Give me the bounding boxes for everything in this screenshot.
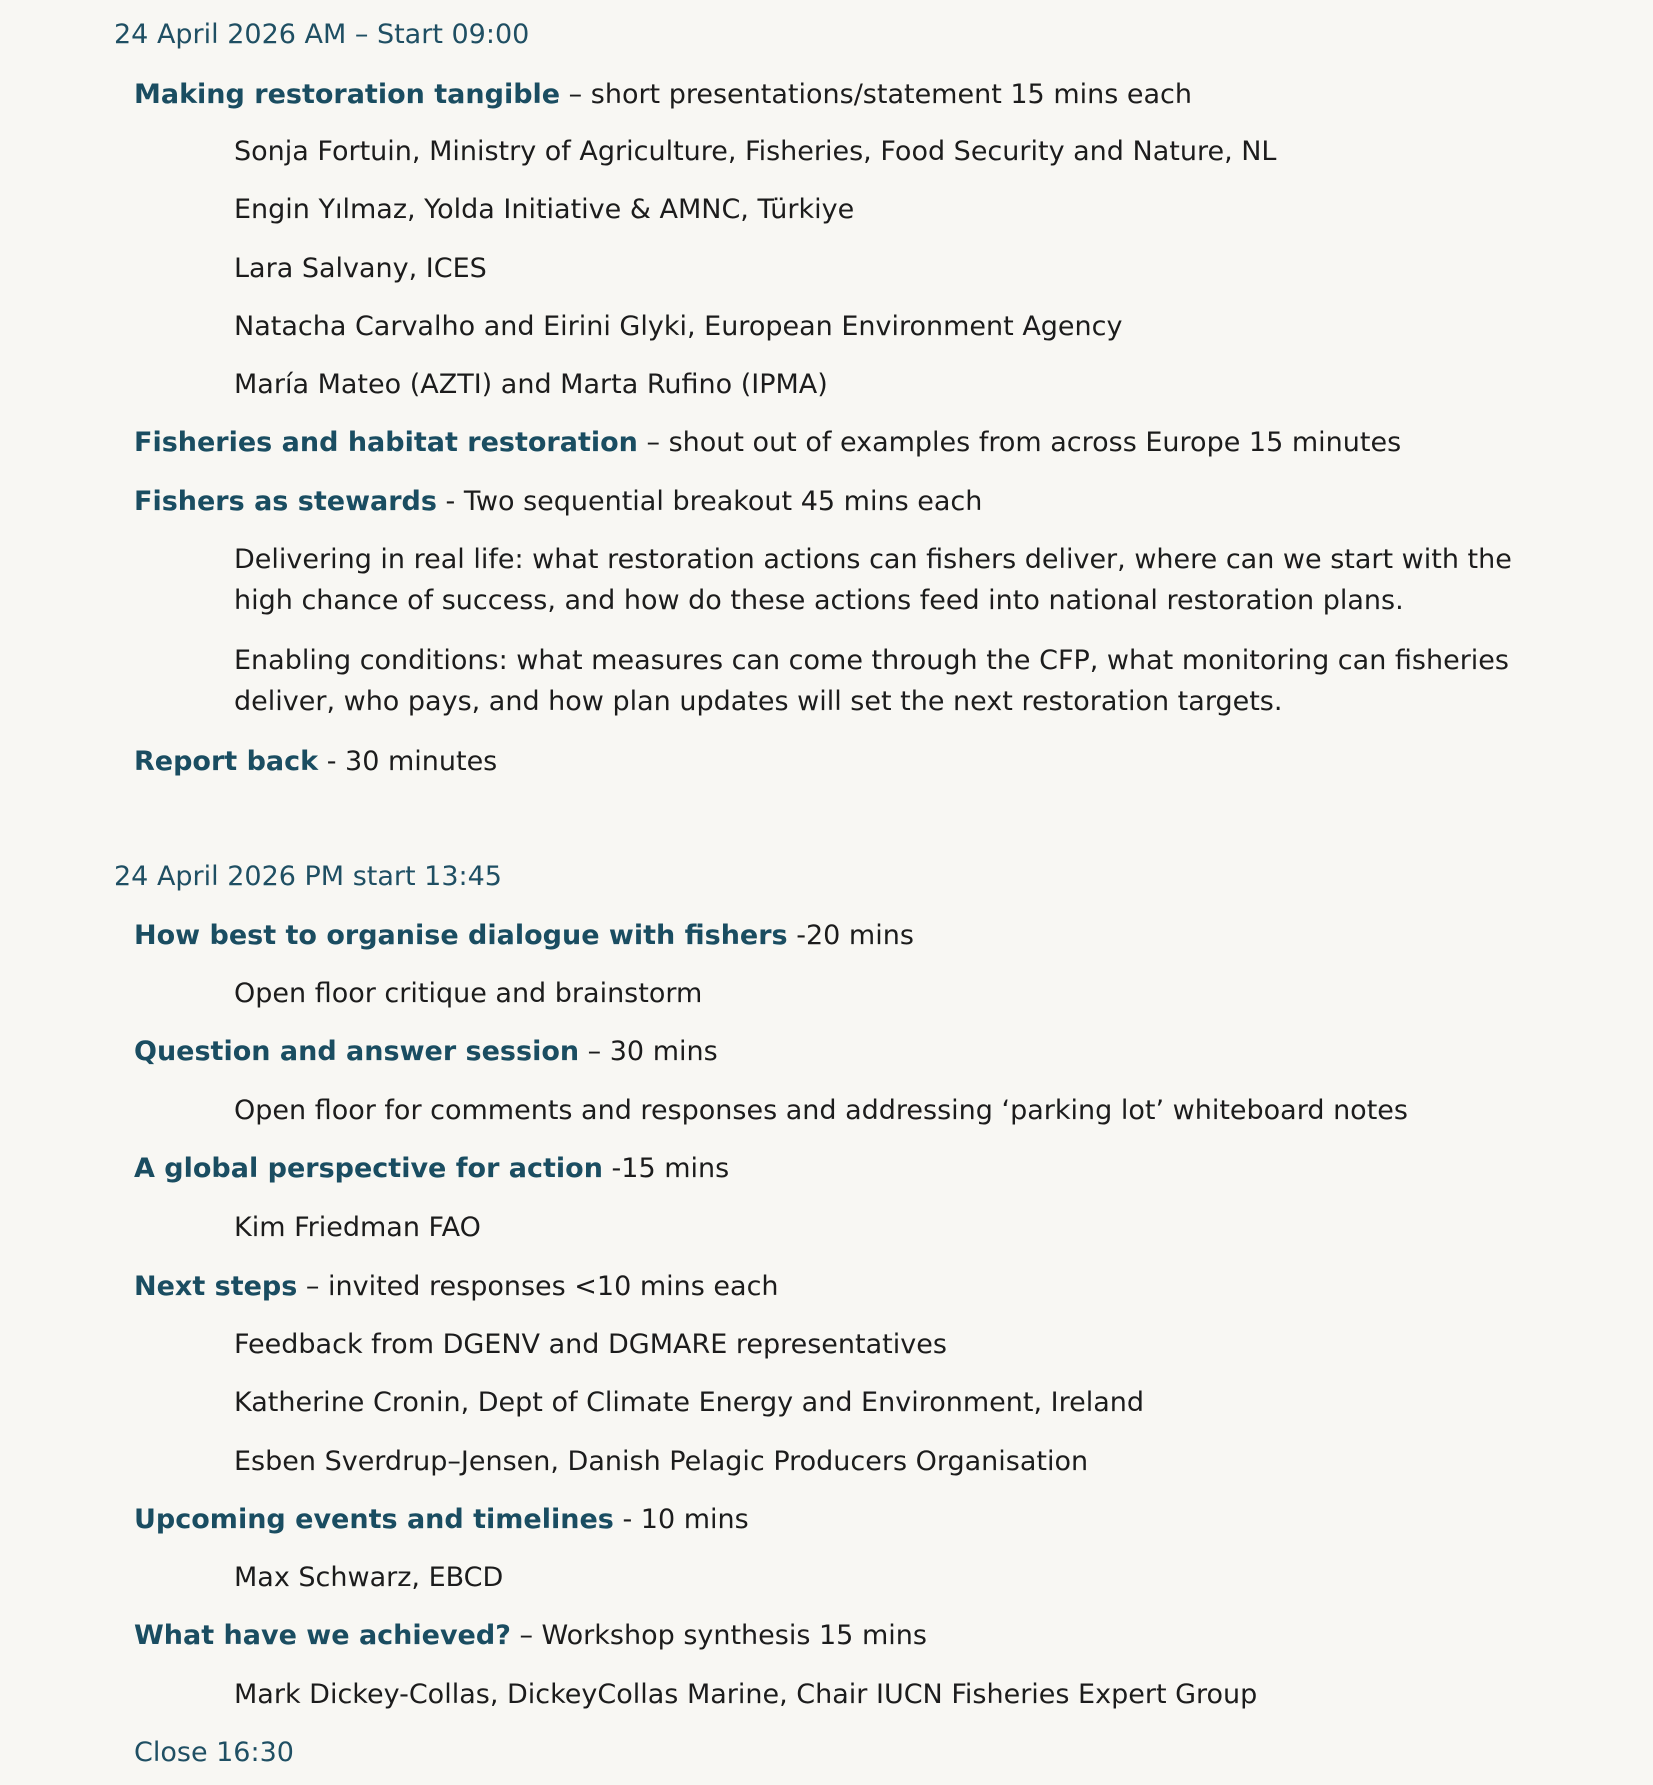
- agenda-item-next-steps: [134, 1270, 779, 1304]
- agenda-item-fisheries-habitat: [134, 426, 1401, 460]
- detail-line: Esben Sverdrup–Jensen, Danish Pelagic Producers Organisation: [234, 1446, 1089, 1477]
- agenda-item-upcoming-events: [134, 1503, 749, 1537]
- item-title: Making restoration tangible: [134, 79, 561, 110]
- item-description: - 30 minutes: [318, 746, 498, 777]
- pm-session-heading: 24 April 2026 PM start 13:45: [114, 861, 502, 892]
- detail-line: Kim Friedman FAO: [234, 1212, 481, 1243]
- item-title: What have we achieved?: [134, 1620, 511, 1651]
- agenda-item-fishers-stewards: [134, 485, 982, 519]
- speaker-line: Sonja Fortuin, Ministry of Agriculture, Fisheries, Food Security and Nature, NL: [234, 136, 1277, 167]
- item-description: - 10 mins: [613, 1504, 749, 1535]
- speaker-line: Engin Yılmaz, Yolda Initiative & AMNC, Türkiye: [234, 194, 855, 225]
- item-title: Upcoming events and timelines: [134, 1504, 614, 1535]
- speaker-line: Lara Salvany, ICES: [234, 253, 487, 284]
- speaker-line: Natacha Carvalho and Eirini Glyki, European Environment Agency: [234, 311, 1123, 342]
- item-description: -20 mins: [787, 920, 914, 951]
- item-title: A global perspective for action: [134, 1153, 603, 1184]
- agenda-item-achieved: [134, 1619, 927, 1653]
- agenda-item-making-restoration: [134, 78, 1192, 112]
- detail-line: Feedback from DGENV and DGMARE representatives: [234, 1329, 947, 1360]
- agenda-item-report-back: [134, 745, 497, 779]
- item-title: Question and answer session: [134, 1036, 580, 1067]
- agenda-item-global-perspective: [134, 1152, 729, 1186]
- closing-time: Close 16:30: [134, 1737, 294, 1768]
- am-session-heading: 24 April 2026 AM – Start 09:00: [114, 19, 530, 50]
- breakout-description: Delivering in real life: what restoration actions can fishers deliver, where can we start with the high chance of success, and how do these actions feed into national restoration plans.: [234, 544, 1512, 616]
- item-description: – Workshop synthesis 15 mins: [510, 1620, 927, 1651]
- breakout-description: Enabling conditions: what measures can come through the CFP, what monitoring can fisheries deliver, who pays, and how plan updates will set the next restoration targets.: [234, 645, 1509, 717]
- item-description: – invited responses <10 mins each: [297, 1271, 779, 1302]
- item-title: How best to organise dialogue with fishers: [134, 920, 788, 951]
- agenda-item-dialogue: [134, 919, 914, 953]
- item-description: – short presentations/statement 15 mins each: [560, 79, 1192, 110]
- detail-line: Katherine Cronin, Dept of Climate Energy and Environment, Ireland: [234, 1387, 1144, 1418]
- agenda-item-qa: [134, 1035, 718, 1069]
- speaker-line: María Mateo (AZTI) and Marta Rufino (IPMA): [234, 369, 828, 400]
- detail-line: Mark Dickey-Collas, DickeyCollas Marine, Chair IUCN Fisheries Expert Group: [234, 1679, 1258, 1710]
- item-description: -15 mins: [602, 1153, 730, 1184]
- item-title: Next steps: [134, 1271, 298, 1302]
- detail-line: Open floor critique and brainstorm: [234, 978, 703, 1009]
- item-description: - Two sequential breakout 45 mins each: [436, 486, 983, 517]
- detail-line: Max Schwarz, EBCD: [234, 1562, 504, 1593]
- item-title: Fishers as stewards: [134, 486, 437, 517]
- item-description: – 30 mins: [579, 1036, 718, 1067]
- item-description: – shout out of examples from across Europe 15 minutes: [637, 427, 1402, 458]
- item-title: Report back: [134, 746, 319, 777]
- detail-line: Open floor for comments and responses and addressing ‘parking lot’ whiteboard notes: [234, 1095, 1408, 1126]
- item-title: Fisheries and habitat restoration: [134, 427, 638, 458]
